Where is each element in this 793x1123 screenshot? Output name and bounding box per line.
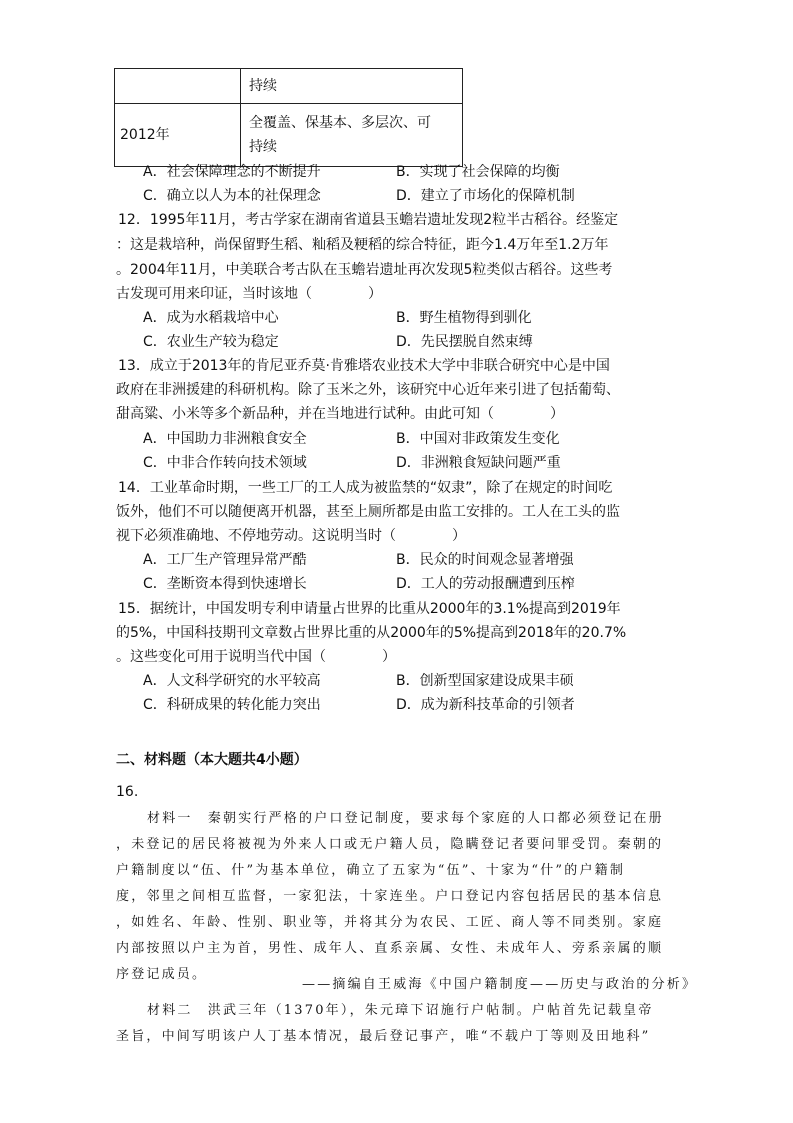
material-line: 材料二 洪武三年（1370年），朱元璋下诏施行户帖制。户帖首先记载皇帝: [147, 1003, 654, 1018]
q12-stem-line: 古发现可用来印证，当时该地（ ）: [116, 286, 382, 302]
q14-stem-line: 饭外，他们不可以随便离开机器，甚至上厕所都是由监工安排的。工人在工头的监: [116, 504, 620, 520]
q14-stem-line: 14．工业革命时期，一些工厂的工人成为被监禁的“奴隶”，除了在规定的时间吃: [118, 480, 613, 496]
material-line: 序登记成员。: [116, 967, 208, 982]
q12-stem-line: 12．1995年11月，考古学家在湖南省道县玉蟾岩遗址发现2粒半古稻谷。经鉴定: [118, 212, 619, 228]
q15-stem-line: 15．据统计，中国发明专利申请量占世界的比重从2000年的3.1%提高到2019年: [118, 601, 621, 617]
q14-option-d: D．工人的劳动报酬遭到压榨: [396, 576, 575, 592]
material-line: 度，邻里之间相互监督，一家犯法，十家连坐。户口登记内容包括居民的基本信息: [116, 889, 664, 904]
q13-option-a: A．中国助力非洲粮食安全: [143, 431, 307, 447]
q13-option-b: B．中国对非政策发生变化: [396, 431, 560, 447]
q11-option-d: D．建立了市场化的保障机制: [396, 188, 575, 204]
q12-stem-line: ：这是栽培种，尚保留野生稻、籼稻及粳稻的综合特征，距今1.4万年至1.2万年: [116, 237, 609, 253]
q12-stem-line: 。2004年11月，中美联合考古队在玉蟾岩遗址再次发现5粒类似古稻谷。这些考: [116, 262, 613, 278]
table-row: [115, 69, 463, 104]
table-row: [115, 104, 463, 167]
material-line: ，如姓名、年龄、性别、职业等，并将其分为农民、工匠、商人等不同类别。家庭: [116, 915, 664, 930]
policy-table: [114, 68, 463, 167]
q15-option-b: B．创新型国家建设成果丰硕: [396, 673, 574, 689]
material-line: 内部按照以户主为首，男性、成年人、直系亲属、女性、未成年人、旁系亲属的顺: [116, 941, 664, 956]
q15-option-c: C．科研成果的转化能力突出: [143, 697, 321, 713]
q11-option-c: C．确立以人为本的社保理念: [143, 188, 321, 204]
q11-option-a: A．社会保障理念的不断提升: [143, 164, 321, 180]
table-cell-year: [115, 69, 241, 104]
q14-option-c: C．垄断资本得到快速增长: [143, 576, 307, 592]
q14-option-a: A．工厂生产管理异常严酷: [143, 552, 307, 568]
material-line: ，未登记的居民将被视为外来人口或无户籍人员，隐瞒登记者要问罪受罚。秦朝的: [116, 837, 664, 852]
q12-option-b: B．野生植物得到驯化: [396, 310, 532, 326]
table-cell-content: 持续: [241, 69, 463, 104]
q13-stem-line: 政府在非洲援建的科研机构。除了玉米之外，该研究中心近年来引进了包括葡萄、: [116, 382, 620, 398]
table-cell-line: 持续: [249, 139, 277, 155]
q13-stem-line: 甜高粱、小米等多个新品种，并在当地进行试种。由此可知（ ）: [116, 406, 564, 422]
q13-stem-line: 13．成立于2013年的肯尼亚乔莫·肯雅塔农业技术大学中非联合研究中心是中国: [118, 358, 610, 374]
q12-option-c: C．农业生产较为稳定: [143, 334, 279, 350]
q13-option-c: C．中非合作转向技术领域: [143, 455, 307, 471]
material-line: 材料一 秦朝实行严格的户口登记制度，要求每个家庭的人口都必须登记在册: [147, 811, 664, 826]
q15-option-a: A．人文科学研究的水平较高: [143, 673, 321, 689]
q12-option-a: A．成为水稻栽培中心: [143, 310, 279, 326]
question-number: 16.: [116, 784, 139, 800]
q13-option-d: D．非洲粮食短缺问题严重: [396, 455, 561, 471]
q12-option-d: D．先民摆脱自然束缚: [396, 334, 533, 350]
material-line: 圣旨，中间写明该户人丁基本情况，最后登记事产，唯“不载户丁等则及田地科”: [116, 1029, 651, 1044]
table-cell-year: 2012年: [115, 104, 241, 167]
section-heading: 二、材料题（本大题共4小题）: [116, 752, 308, 768]
q14-option-b: B．民众的时间观念显著增强: [396, 552, 574, 568]
q15-stem-line: 的5%，中国科技期刊文章数占世界比重的从2000年的5%提高到2018年的20.7%: [116, 625, 627, 641]
table-cell-content: [241, 104, 463, 167]
q15-stem-line: 。这些变化可用于说明当代中国（ ）: [116, 649, 396, 665]
material-line: 户籍制度以“伍、什”为基本单位，确立了五家为“伍”、十家为“什”的户籍制: [116, 863, 626, 878]
q11-option-b: B．实现了社会保障的均衡: [396, 164, 560, 180]
table-cell-line: 全覆盖、保基本、多层次、可: [249, 115, 431, 131]
q14-stem-line: 视下必须准确地、不停地劳动。这说明当时（ ）: [116, 528, 466, 544]
material-source: ——摘编自王威海《中国户籍制度——历史与政治的分析》: [302, 977, 698, 992]
q15-option-d: D．成为新科技革命的引领者: [396, 697, 575, 713]
